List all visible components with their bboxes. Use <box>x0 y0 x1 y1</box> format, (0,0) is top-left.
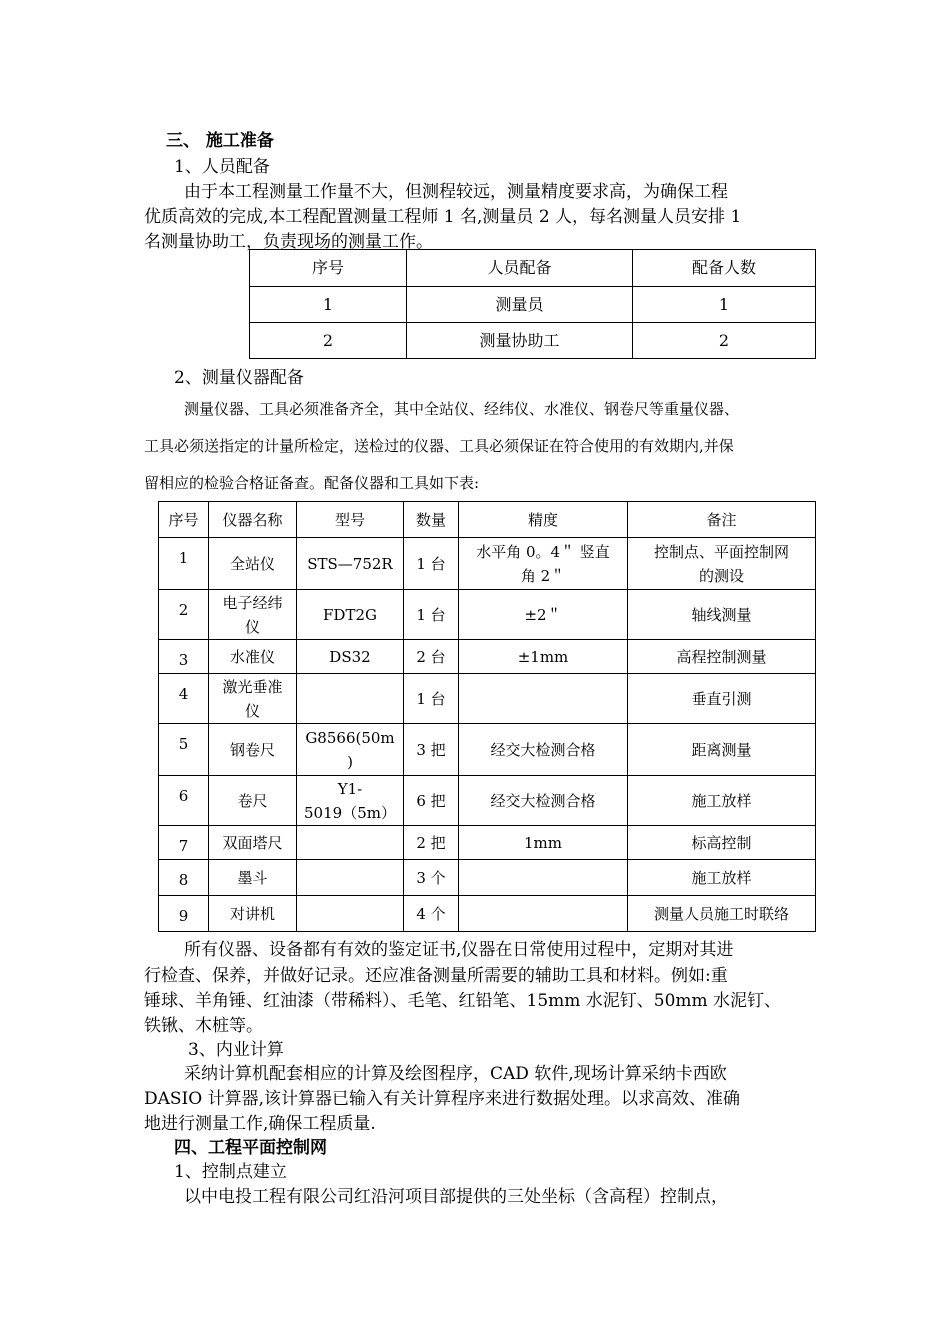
table-row <box>159 538 816 590</box>
paragraph-line: DASIO 计算器,该计算器已输入有关计算程序来进行数据处理。以求高效、准确 <box>144 1089 741 1109</box>
header-cell: 备注 <box>628 502 816 538</box>
cell-text-line: 双面塔尺 <box>222 833 283 852</box>
paragraph-line: 铁锹、木桩等。 <box>144 1016 263 1036</box>
cell-text-line: 电子经纬 <box>222 593 283 612</box>
table-header-row <box>159 502 816 538</box>
cell-text-line: 墨斗 <box>237 868 268 887</box>
cell-text-line: 卷尺 <box>237 791 268 810</box>
header-cell: 人员配备 <box>407 250 633 287</box>
row-number-cell: 5 <box>159 724 209 776</box>
cell-text-line: 的测设 <box>698 566 744 585</box>
paragraph-line: 工具必须送指定的计量所检定，送检过的仪器、工具必须保证在符合使用的有效期内,并保 <box>144 437 734 455</box>
instrument-table <box>158 501 816 932</box>
table-cell: 2 <box>633 323 816 359</box>
cell-text-line: 控制点、平面控制网 <box>653 542 789 561</box>
paragraph-line: 名测量协助工，负责现场的测量工作。 <box>144 232 433 252</box>
remark-cell <box>628 538 816 590</box>
remark-cell <box>628 896 816 932</box>
header-cell: 精度 <box>459 502 628 538</box>
cell-text-line: G8566(50m <box>305 728 395 747</box>
cell-text-line: 轴线测量 <box>691 605 752 624</box>
precision-cell <box>459 826 628 860</box>
cell-text-line: 施工放样 <box>691 791 752 810</box>
paragraph-line: 测量仪器、工具必须准备齐全，其中全站仪、经纬仪、水准仪、钢卷尺等重量仪器、 <box>184 400 740 418</box>
table-row <box>159 860 816 896</box>
quantity-cell: 3 个 <box>404 860 459 896</box>
header-cell: 配备人数 <box>633 250 816 287</box>
table-cell: 1 <box>633 287 816 323</box>
paragraph-line: 留相应的检验合格证备查。配备仪器和工具如下表: <box>144 474 480 492</box>
paragraph-line: 优质高效的完成,本工程配置测量工程师 1 名,测量员 2 人，每名测量人员安排 1 <box>144 207 742 227</box>
model-cell <box>297 590 404 640</box>
header-cell: 序号 <box>159 502 209 538</box>
table-row <box>250 287 816 323</box>
row-number-cell: 1 <box>159 538 209 590</box>
model-cell <box>297 776 404 826</box>
table-row <box>159 896 816 932</box>
precision-cell <box>459 724 628 776</box>
table-cell: 2 <box>250 323 407 359</box>
row-number-cell: 3 <box>159 640 209 674</box>
cell-text-line: 经交大检测合格 <box>490 791 596 810</box>
model-cell <box>297 674 404 724</box>
instrument-name-cell <box>209 538 297 590</box>
model-cell <box>297 826 404 860</box>
model-cell <box>297 724 404 776</box>
table-cell: 测量员 <box>407 287 633 323</box>
remark-cell <box>628 640 816 674</box>
row-number-cell: 4 <box>159 674 209 724</box>
precision-cell <box>459 590 628 640</box>
subsection-heading: 2、测量仪器配备 <box>174 368 304 388</box>
subsection-heading: 1、控制点建立 <box>174 1162 287 1182</box>
table-row <box>159 590 816 640</box>
precision-cell <box>459 538 628 590</box>
table-row <box>159 724 816 776</box>
instrument-name-cell <box>209 860 297 896</box>
cell-text-line: ) <box>347 752 353 771</box>
quantity-cell: 4 个 <box>404 896 459 932</box>
cell-text-line: 仪 <box>244 617 260 636</box>
instrument-name-cell <box>209 776 297 826</box>
cell-text-line: 距离测量 <box>691 740 752 759</box>
paragraph-line: 地进行测量工作,确保工程质量. <box>144 1114 376 1134</box>
instrument-name-cell <box>209 590 297 640</box>
remark-cell <box>628 776 816 826</box>
paragraph-line: 采纳计算机配套相应的计算及绘图程序，CAD 软件,现场计算采纳卡西欧 <box>184 1064 727 1084</box>
cell-text-line: ±1mm <box>517 647 569 666</box>
row-number-cell: 7 <box>159 826 209 860</box>
cell-text-line: ±2＂ <box>524 605 562 624</box>
precision-cell <box>459 776 628 826</box>
cell-text-line: FDT2G <box>323 605 377 624</box>
precision-cell <box>459 860 628 896</box>
cell-text-line: 1mm <box>524 833 562 852</box>
header-cell: 型号 <box>297 502 404 538</box>
row-number-cell: 9 <box>159 896 209 932</box>
remark-cell <box>628 826 816 860</box>
cell-text-line: Y1- <box>337 779 363 798</box>
subsection-heading: 3、内业计算 <box>188 1040 284 1060</box>
cell-text-line: 水准仪 <box>229 647 275 666</box>
model-cell <box>297 538 404 590</box>
instrument-name-cell <box>209 640 297 674</box>
header-cell: 数量 <box>404 502 459 538</box>
instrument-name-cell <box>209 896 297 932</box>
subsection-heading: 1、人员配备 <box>174 157 270 177</box>
table-row <box>159 674 816 724</box>
cell-text-line: 5019（5m） <box>304 803 396 822</box>
quantity-cell: 2 把 <box>404 826 459 860</box>
cell-text-line: 钢卷尺 <box>229 740 275 759</box>
staff-table <box>249 249 816 359</box>
model-cell <box>297 896 404 932</box>
table-header-row <box>250 250 816 287</box>
cell-text-line: 经交大检测合格 <box>490 740 596 759</box>
paragraph-line: 锤球、羊角锤、红油漆（带稀料）、毛笔、红铅笔、15mm 水泥钉、50mm 水泥钉、 <box>144 991 782 1011</box>
header-cell: 序号 <box>250 250 407 287</box>
cell-text-line: STS—752R <box>307 554 393 573</box>
cell-text-line: 测量人员施工时联络 <box>653 904 789 923</box>
remark-cell <box>628 674 816 724</box>
cell-text-line: 仪 <box>244 701 260 720</box>
section-heading: 三、 施工准备 <box>166 131 274 151</box>
cell-text-line: 标高控制 <box>691 833 752 852</box>
cell-text-line: 对讲机 <box>229 904 275 923</box>
cell-text-line: 高程控制测量 <box>676 647 767 666</box>
quantity-cell: 2 台 <box>404 640 459 674</box>
cell-text-line: 施工放样 <box>691 868 752 887</box>
remark-cell <box>628 724 816 776</box>
instrument-name-cell <box>209 674 297 724</box>
remark-cell <box>628 590 816 640</box>
section-heading: 四、工程平面控制网 <box>174 1138 327 1158</box>
model-cell <box>297 640 404 674</box>
paragraph-line: 所有仪器、设备都有有效的鉴定证书,仪器在日常使用过程中，定期对其进 <box>184 940 734 960</box>
paragraph-line: 以中电投工程有限公司红沿河项目部提供的三处坐标（含高程）控制点， <box>184 1187 728 1207</box>
cell-text-line: 角 2＂ <box>520 566 566 585</box>
instrument-name-cell <box>209 826 297 860</box>
paragraph-line: 由于本工程测量工作量不大，但测程较远，测量精度要求高，为确保工程 <box>184 182 728 202</box>
precision-cell <box>459 640 628 674</box>
cell-text-line: DS32 <box>329 647 371 666</box>
row-number-cell: 8 <box>159 860 209 896</box>
quantity-cell: 1 台 <box>404 674 459 724</box>
remark-cell <box>628 860 816 896</box>
quantity-cell: 1 台 <box>404 538 459 590</box>
row-number-cell: 2 <box>159 590 209 640</box>
cell-text-line: 激光垂准 <box>222 677 283 696</box>
header-cell: 仪器名称 <box>209 502 297 538</box>
cell-text-line: 垂直引测 <box>691 689 752 708</box>
model-cell <box>297 860 404 896</box>
quantity-cell: 3 把 <box>404 724 459 776</box>
paragraph-line: 行检查、保养，并做好记录。还应准备测量所需要的辅助工具和材料。例如:重 <box>144 966 728 986</box>
table-row <box>159 826 816 860</box>
cell-text-line: 水平角 0。4＂ 竖直 <box>476 542 610 561</box>
table-row <box>250 323 816 359</box>
table-row <box>159 776 816 826</box>
precision-cell <box>459 896 628 932</box>
quantity-cell: 6 把 <box>404 776 459 826</box>
quantity-cell: 1 台 <box>404 590 459 640</box>
precision-cell <box>459 674 628 724</box>
table-row <box>159 640 816 674</box>
row-number-cell: 6 <box>159 776 209 826</box>
instrument-name-cell <box>209 724 297 776</box>
table-cell: 测量协助工 <box>407 323 633 359</box>
cell-text-line: 全站仪 <box>229 554 275 573</box>
table-cell: 1 <box>250 287 407 323</box>
